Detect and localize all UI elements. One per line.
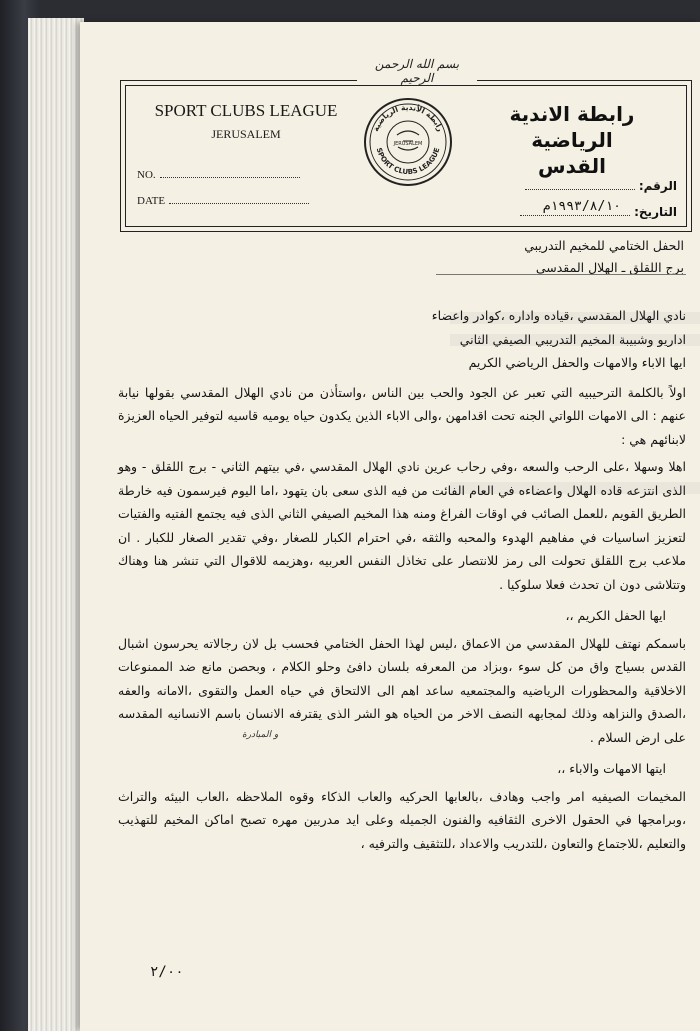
date-field [137,195,309,207]
arabic-date-label: التاريخ: [634,205,677,219]
arabic-date-value: ١٩٩٣/٨/١٠م [542,199,621,214]
basmala: بسم الله الرحمن الرحيم [357,57,477,85]
arabic-number-dotted-line [525,189,635,190]
subject-line-2: برج اللقلق ـ الهلال المقدسي [535,260,684,275]
seal-english-text: SPORT CLUBS LEAGUE [374,146,442,177]
date-label: DATE [137,195,166,207]
arabic-number-label: الرقم: [638,179,677,193]
org-name-arabic-line1: رابطة الاندية الرياضية [509,102,635,152]
paragraph: اهلا وسهلا ،على الرحب والسعه ،وفي رحاب عرين نادي الهلال المقدسي ،في بيتهم الثاني - برج اللقلق - وهو الذى انتزعه قاده الهلال واعضاءه في العام الفائت من فيه الذى سعى بان يتهود ،اما اليوم فيرسمون فيه خارطة الطريق القويم ،للعمل الصائب في اوقات الفراغ ومنه هذا المخيم الصيفي الثاني الذى فيه يجتمع الفتيه والفتيات لتعزيز اساسيات في مفاهيم الهدوء والمحبه والثقه ،في احترام الكبار للصغار ،وفي تقدير الصغار للكبار . ان ملاعب برج اللقلق تحولت الى رمز للانتصار على تخاذل النفس العربيه ،وهزيمه للاقوال التي تنشر هنا وهناك وتتلاشى دون ان تحدث فعلا سلوكيا . [118,459,686,592]
salutation-line: ايها الاباء والامهات والحفل الرياضي الكريم [468,355,686,370]
letterhead [120,57,692,232]
subject-underline [436,274,686,275]
league-seal-logo [363,97,453,187]
letter-body [118,304,686,855]
date-dotted-line [169,203,309,204]
number-dotted-line [160,177,300,178]
paragraph: المخيمات الصيفيه امر واجب وهادف ،بالعابها الحركيه والعاب الذكاء وقوه الملاحظه ،العاب البيئه والتراث ،وبرامجها في الحقول الاخرى الثقافيه والفنون الجميله وعلى ايد مدربين مهره تصبح اماكن المخيم للتهذيب والتعليم ،للاجتماع والتعاون ،للتدريب والاعداد ،للتثقيف والترفيه ، [118,788,686,851]
seal-arabic-text: رابطة الأندية الرياضية [371,102,445,133]
section-heading: ايها الحفل الكريم ،، [565,608,666,623]
org-name-arabic-line2: القدس [538,154,606,178]
paragraph: اولاً بالكلمة الترحيبيه التي تعبر عن الجود والحب بين الناس ،واستأذن من نادي الهلال المقدسي بقولها نيابة عنهم : الى الامهات اللواتي الجنه تحت اقدامهن ،والى الاباء الذين يكدون حياه يوميه قاسيه لتوفير الحياه العزيزة لابنائهم هي : [118,384,686,447]
paragraph: باسمكم نهتف للهلال المقدسي من الاعماق ،ليس لهذا الحفل الختامي فحسب بل لان رجالاته يحرسون اشبال القدس بسياج واق من كل سوء ،وبزاد من المعرفه بلسان دافئ وحلو الكلام ، وبحصن مانع ضد الممنوعات الاخلاقية والمحظورات الرياضيه والمجتمعيه ساعد اهم الى الالتحاق في حياه العمل والتقوى ،الامانه والعفه ،الصدق والنزاهه وذلك لمجابهه النصف الاخر من الحياه هو الشر الذى يقترفه الانسان باسم الانسانيه المقدسه على ارض السلام . [118,635,686,745]
subject-line-1: الحفل الختامي للمخيم التدريبي [524,238,684,253]
number-label: NO. [137,169,156,181]
handwritten-insertion: و المبادرة [242,730,279,740]
seal-center-text: JERUSALEM [393,141,423,147]
arabic-date-dotted-line [520,215,630,216]
salutation-line: نادي الهلال المقدسي ،قياده واداره ،كوادر واعضاء [431,308,686,323]
page-number: ٢/٠٠ [150,964,184,980]
section-heading: ايتها الامهات والاباء ،، [557,761,666,776]
stacked-page-edges [28,18,84,1031]
arabic-number-field [525,179,677,193]
document-page [80,22,700,1031]
city-english: JERUSALEM [211,127,281,141]
number-field [137,169,300,181]
org-name-arabic [467,101,677,179]
salutation-line: اداريو وشبيبة المخيم التدريبي الصيفي الثاني [459,331,686,347]
org-name-english: SPORT CLUBS LEAGUE [154,101,338,120]
